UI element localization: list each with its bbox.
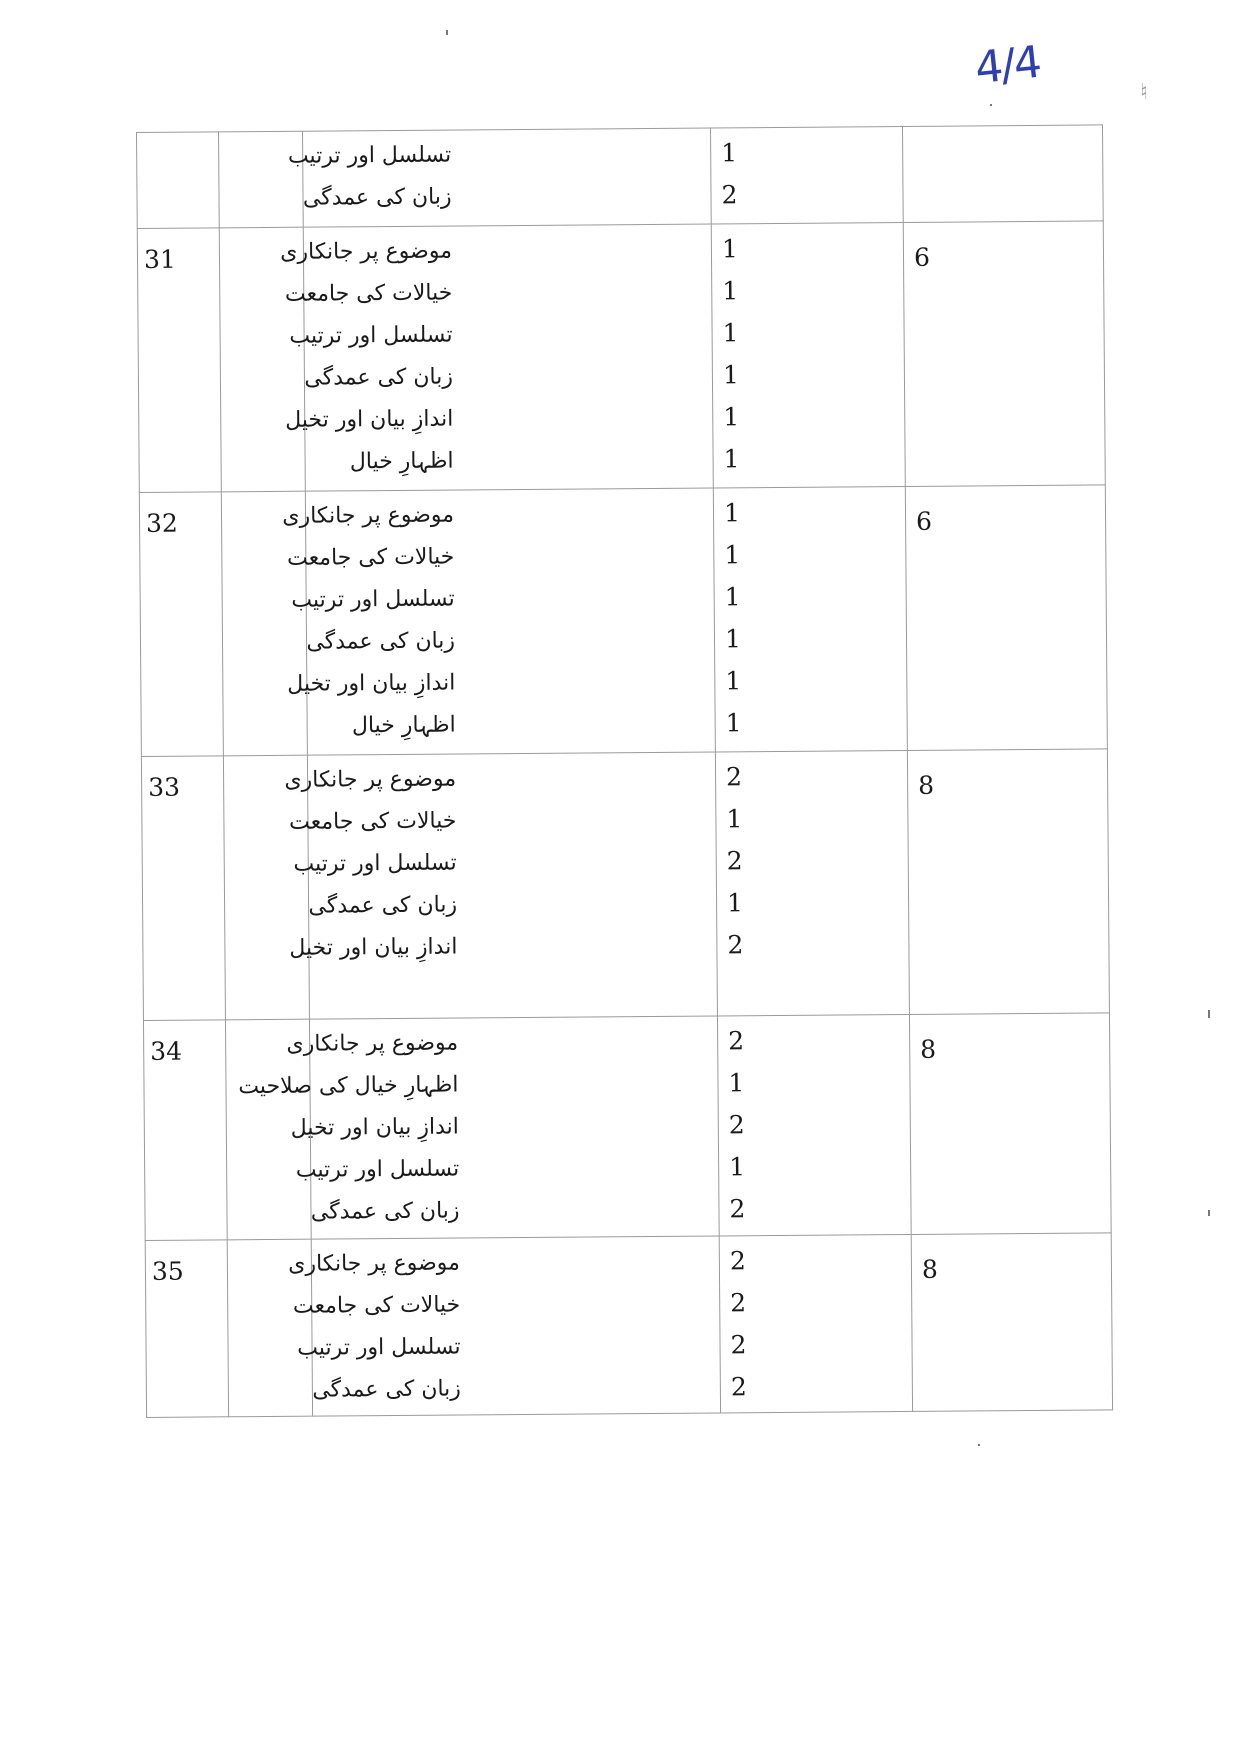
scan-speck: [1208, 1210, 1210, 1216]
criterion-mark: 2: [721, 180, 738, 210]
criterion-mark: 2: [730, 1372, 747, 1402]
criteria-cell: [287, 128, 711, 227]
question-number: 34: [143, 1020, 227, 1241]
criterion-text: تسلسل اور ترتیب: [293, 850, 457, 877]
criterion-text: اظہارِ خیال: [349, 448, 454, 475]
criterion-mark: 1: [723, 498, 741, 528]
criterion-mark: 1: [724, 624, 742, 654]
table-row: [137, 221, 1105, 493]
criterion-text: تسلسل اور ترتیب: [289, 322, 453, 349]
total-marks: 6: [903, 221, 1105, 487]
corner-mark: ♮: [1140, 80, 1148, 105]
criterion-mark: 2: [728, 1026, 745, 1056]
page-number: 4/4: [972, 36, 1043, 95]
criterion-text: زبان کی عمدگی: [306, 628, 456, 655]
table-row: [141, 749, 1109, 1021]
criterion-mark: 1: [722, 318, 739, 348]
criteria-cell: [282, 488, 715, 755]
marks-cell: [719, 1234, 912, 1413]
table-row: [137, 125, 1104, 229]
criterion-mark: 1: [725, 666, 742, 696]
criterion-text: تسلسل اور ترتیب: [287, 142, 452, 169]
table-body: [137, 125, 1113, 1418]
marks-cell: [715, 750, 909, 1015]
marks-cell: [713, 486, 907, 751]
scan-speck: [978, 1444, 980, 1446]
criterion-text: اظہارِ خیال: [351, 712, 456, 739]
criterion-text: خیالات کی جامعت: [289, 808, 457, 835]
marks-cell: [710, 126, 903, 224]
criterion-mark: 1: [721, 138, 738, 168]
criterion-mark: 1: [725, 708, 742, 738]
criterion-text: تسلسل اور ترتیب: [295, 1156, 460, 1183]
criterion-mark: 2: [730, 1288, 747, 1318]
total-marks: 8: [907, 749, 1109, 1015]
total-marks: 8: [911, 1233, 1112, 1412]
criterion-text: اندازِ بیان اور تخیل: [285, 406, 454, 433]
criterion-text: خیالات کی جامعت: [286, 544, 455, 571]
total-marks: 6: [905, 485, 1107, 751]
scan-speck: [1208, 1010, 1210, 1018]
table-row: [145, 1233, 1112, 1418]
criterion-mark: 1: [729, 1152, 746, 1182]
criterion-mark: 2: [727, 930, 744, 960]
criterion-text: موضوع پر جانکاری: [284, 766, 457, 793]
criterion-text: اندازِ بیان اور تخیل: [290, 1114, 459, 1141]
table-row: [143, 1013, 1111, 1241]
question-number: 35: [145, 1240, 228, 1418]
criterion-text: زبان کی عمدگی: [304, 364, 454, 391]
marks-cell: [711, 222, 905, 487]
criterion-text: زبان کی عمدگی: [308, 892, 458, 919]
total-marks: [902, 125, 1103, 223]
criterion-mark: 2: [725, 762, 743, 792]
criterion-mark: 2: [726, 846, 743, 876]
criterion-text: موضوع پر جانکاری: [286, 1030, 459, 1057]
criterion-text: تسلسل اور ترتیب: [291, 586, 455, 613]
criterion-mark: 1: [722, 360, 739, 390]
criterion-mark: 1: [721, 234, 738, 264]
criterion-mark: 1: [722, 276, 739, 306]
criterion-mark: 1: [724, 582, 741, 612]
question-number: 32: [139, 492, 223, 757]
criterion-text: موضوع پر جانکاری: [282, 502, 455, 529]
criterion-mark: 1: [726, 804, 743, 834]
question-number: 33: [141, 756, 225, 1021]
scan-speck: [990, 104, 992, 106]
criterion-mark: 1: [726, 888, 744, 918]
criterion-mark: 1: [723, 402, 740, 432]
scan-speck: [446, 30, 448, 35]
table-row: [139, 485, 1107, 757]
criterion-mark: 2: [729, 1194, 746, 1224]
criteria-cell: [280, 224, 713, 491]
criterion-text: اندازِ بیان اور تخیل: [289, 934, 458, 961]
criterion-mark: 1: [723, 444, 740, 474]
criterion-text: خیالات کی جامعت: [292, 1292, 461, 1319]
criteria-cell: [284, 752, 717, 1019]
question-number: [137, 132, 220, 229]
marking-scheme-table: [136, 124, 1113, 1418]
marks-cell: [717, 1014, 911, 1236]
criterion-text: اندازِ بیان اور تخیل: [287, 670, 456, 697]
criterion-text: زبان کی عمدگی: [310, 1198, 460, 1225]
criterion-text: خیالات کی جامعت: [284, 280, 453, 307]
total-marks: 8: [909, 1013, 1111, 1235]
question-number: 31: [137, 228, 221, 493]
criterion-text: زبان کی عمدگی: [302, 184, 452, 211]
criteria-cell: [288, 1236, 720, 1416]
criterion-text: تسلسل اور ترتیب: [297, 1334, 461, 1361]
criterion-mark: 2: [730, 1330, 747, 1360]
criterion-text: موضوع پر جانکاری: [280, 238, 453, 265]
criterion-text: موضوع پر جانکاری: [288, 1250, 460, 1277]
criterion-text: اظہارِ خیال کی صلاحیت: [238, 1072, 459, 1100]
criterion-mark: 1: [724, 540, 741, 570]
criteria-cell: [238, 1016, 719, 1239]
criterion-text: زبان کی عمدگی: [312, 1376, 461, 1403]
criterion-mark: 2: [729, 1246, 746, 1276]
criterion-mark: 1: [728, 1068, 745, 1098]
criterion-mark: 2: [728, 1110, 745, 1140]
